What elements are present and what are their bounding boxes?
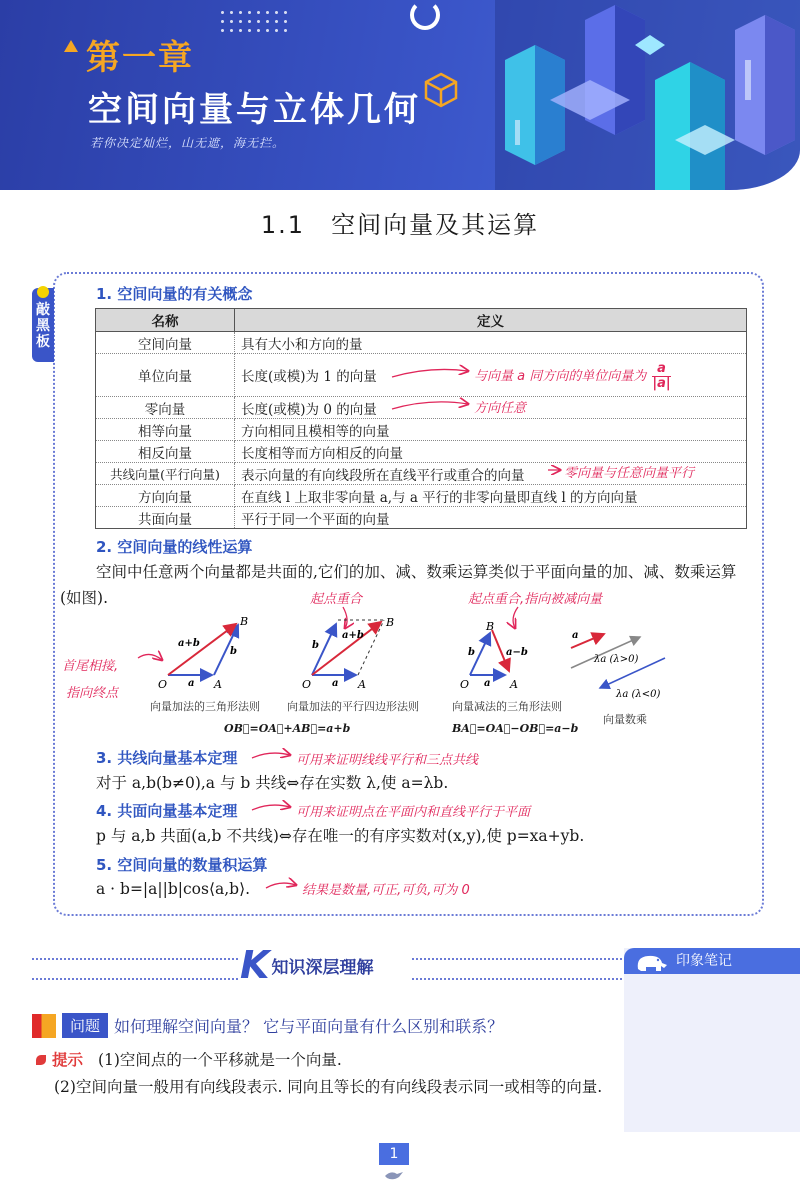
term-definition: 长度(或模)为 1 的向量	[235, 354, 747, 397]
hint-line-1	[36, 1047, 616, 1073]
caption-scalar: 向量数乘	[603, 713, 647, 726]
label-vec-a: a	[572, 630, 579, 641]
chapter-label: 第一章	[86, 38, 194, 78]
term-definition: 长度(或模)为 0 的向量	[235, 397, 747, 419]
page-number: 1	[379, 1143, 409, 1165]
coplanar-theorem-note: 可用来证明点在平面内和直线平行于平面	[296, 805, 531, 820]
caption-parallelogram: 向量加法的平行四边形法则	[287, 700, 419, 713]
question-text: 如何理解空间向量？ 它与平面向量有什么区别和联系？	[114, 1017, 504, 1036]
deep-understanding-label: 知识深层理解	[271, 957, 374, 978]
label-vec-a: a	[332, 678, 339, 689]
term-definition: 平行于同一个平面的向量	[235, 507, 747, 529]
label-vec-b: b	[312, 640, 319, 651]
label-o: O	[302, 678, 312, 691]
question-label: 问题	[62, 1013, 108, 1038]
collinear-note: 零向量与任意向量平行	[564, 466, 695, 481]
question-row	[32, 1013, 503, 1038]
fraction-numerator: a	[652, 362, 670, 377]
term-name: 方向向量	[96, 485, 235, 507]
column-header-definition: 定义	[235, 309, 747, 332]
unit-vector-note-text: 与向量 a 同方向的单位向量为	[474, 369, 647, 384]
label-b: B	[386, 616, 395, 629]
term-name: 相等向量	[96, 419, 235, 441]
triangle-subtraction-diagram	[470, 630, 509, 675]
same-start-note-2: 起点重合,指向被减向量	[468, 592, 603, 607]
column-header-name: 名称	[96, 309, 235, 332]
term-name: 相反向量	[96, 441, 235, 463]
hint-label: 提示	[52, 1051, 84, 1069]
term-definition: 长度相等而方向相反的向量	[235, 441, 747, 463]
formula-triangle-add: OB⃗=OA⃗+AB⃗=a+b	[224, 722, 351, 735]
term-name: 单位向量	[96, 354, 235, 397]
collinear-theorem-heading: 3. 共线向量基本定理	[96, 749, 238, 767]
label-lambda-pos: λa (λ>0)	[594, 654, 639, 665]
label-a: A	[358, 678, 366, 691]
label-o: O	[158, 678, 168, 691]
term-definition: 具有大小和方向的量	[235, 332, 747, 354]
dot-product-text: a · b=|a||b|cos⟨a,b⟩.	[96, 880, 251, 898]
coplanar-theorem-text: p 与 a,b 共面(a,b 不共线)⇔存在唯一的有序实数对(x,y),使 p=xa+yb.	[96, 827, 585, 845]
term-name: 共线向量(平行向量)	[96, 463, 235, 485]
label-a: A	[214, 678, 222, 691]
fraction-denominator: |a|	[652, 376, 671, 391]
parallelogram-diagram	[312, 620, 384, 675]
notes-panel-label: 印象笔记	[676, 953, 732, 969]
label-sum: a+b	[178, 638, 200, 649]
zero-vector-note: 方向任意	[474, 401, 527, 416]
label-vec-b: b	[230, 646, 237, 657]
term-definition: 表示向量的有向线段所在直线平行或重合的向量	[235, 463, 747, 485]
formula-triangle-sub: BA⃗=OA⃗−OB⃗=a−b	[452, 722, 579, 735]
label-o: O	[460, 678, 470, 691]
bird-icon	[383, 1168, 405, 1182]
label-lambda-neg: λa (λ<0)	[616, 689, 661, 700]
caption-triangle-sub: 向量减法的三角形法则	[452, 700, 562, 713]
label-vec-a: a	[484, 678, 491, 689]
hint-text-2: (2)空间向量一般用有向线段表示. 同向且等长的有向线段表示同一或相等的向量.	[54, 1078, 603, 1096]
chapter-title: 空间向量与立体几何	[88, 90, 421, 130]
term-name: 共面向量	[96, 507, 235, 529]
head-to-tail-note-2: 指向终点	[66, 686, 119, 701]
k-logo-icon: K	[240, 943, 270, 987]
label-diff: a−b	[506, 647, 528, 658]
notes-panel[interactable]	[624, 948, 800, 1132]
coplanar-theorem-heading: 4. 共面向量基本定理	[96, 802, 238, 820]
section-title: 1.1 空间向量及其运算	[260, 211, 540, 239]
triangle-addition-diagram	[168, 624, 238, 675]
same-start-note-1: 起点重合	[310, 592, 363, 607]
deep-understanding-badge	[240, 945, 410, 985]
term-name: 零向量	[96, 397, 235, 419]
label-vec-a: a	[188, 678, 195, 689]
collinear-theorem-text: 对于 a,b(b≠0),a 与 b 共线⇔存在实数 λ,使 a=λb.	[96, 774, 449, 792]
head-to-tail-note-1: 首尾相接,	[62, 659, 119, 674]
sidebar-tab-label: 敲黑板	[36, 302, 50, 350]
elephant-icon	[634, 951, 670, 973]
chapter-motto: 若你决定灿烂，山无遮，海无拦。	[90, 136, 286, 150]
label-b: B	[486, 620, 495, 633]
label-b: B	[240, 615, 249, 628]
collinear-theorem-note: 可用来证明线线平行和三点共线	[296, 753, 479, 768]
dot-product-heading: 5. 空间向量的数量积运算	[96, 856, 268, 874]
term-name: 空间向量	[96, 332, 235, 354]
leaf-icon	[36, 1055, 46, 1065]
notes-panel-header	[624, 948, 800, 974]
label-a: A	[510, 678, 518, 691]
term-definition: 在直线 l 上取非零向量 a,与 a 平行的非零向量即直线 l 的方向向量	[235, 485, 747, 507]
term-definition: 方向相同且模相等的向量	[235, 419, 747, 441]
linear-ops-heading: 2. 空间向量的线性运算	[96, 538, 253, 556]
dot-product-note: 结果是数量,可正,可负,可为 0	[302, 883, 470, 898]
book-icon	[32, 1014, 56, 1038]
label-sum: a+b	[342, 630, 364, 641]
linear-ops-text: 空间中任意两个向量都是共面的,它们的加、减、数乘运算类似于平面向量的加、减、数乘运算(如图).	[60, 563, 737, 607]
hint-text-1: (1)空间点的一个平移就是一个向量.	[97, 1051, 342, 1069]
caption-triangle-add: 向量加法的三角形法则	[150, 700, 260, 713]
label-vec-b: b	[468, 647, 475, 658]
concepts-heading: 1. 空间向量的有关概念	[96, 285, 253, 303]
